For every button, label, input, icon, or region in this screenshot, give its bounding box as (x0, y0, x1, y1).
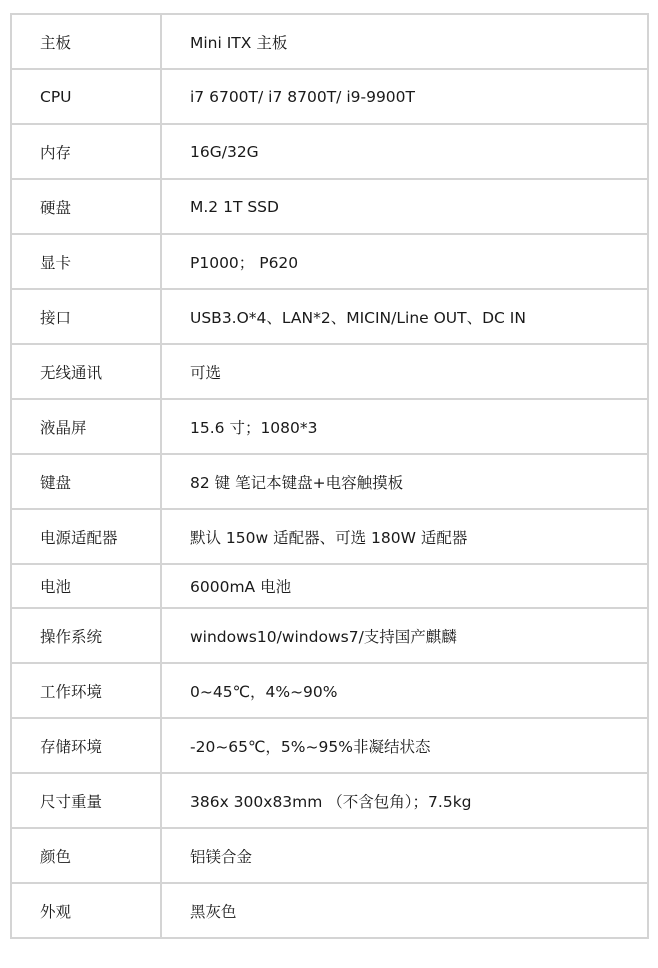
row-label: 操作系统 (11, 608, 161, 663)
row-label: 外观 (11, 883, 161, 938)
row-label: 主板 (11, 14, 161, 69)
table-row (11, 663, 648, 718)
row-label: 电池 (11, 564, 161, 608)
row-value: 82 键 笔记本键盘+电容触摸板 (161, 454, 648, 509)
row-label: 键盘 (11, 454, 161, 509)
row-value: windows10/windows7/支持国产麒麟 (161, 608, 648, 663)
row-value: i7 6700T/ i7 8700T/ i9-9900T (161, 69, 648, 124)
row-value: 386x 300x83mm （不含包角）；7.5kg (161, 773, 648, 828)
table-row (11, 564, 648, 608)
table-row (11, 14, 648, 69)
row-value: Mini ITX 主板 (161, 14, 648, 69)
row-label: 尺寸重量 (11, 773, 161, 828)
row-label: 电源适配器 (11, 509, 161, 564)
table-row (11, 69, 648, 124)
row-label: 显卡 (11, 234, 161, 289)
table-row (11, 454, 648, 509)
row-label: 液晶屏 (11, 399, 161, 454)
table-row (11, 124, 648, 179)
row-value: 黑灰色 (161, 883, 648, 938)
row-value: USB3.O*4、LAN*2、MICIN/Line OUT、DC IN (161, 289, 648, 344)
spec-table (10, 13, 649, 939)
table-row (11, 608, 648, 663)
table-row (11, 399, 648, 454)
row-label: 内存 (11, 124, 161, 179)
row-value: 16G/32G (161, 124, 648, 179)
table-row (11, 718, 648, 773)
row-label: 颜色 (11, 828, 161, 883)
row-value: P1000； P620 (161, 234, 648, 289)
table-row (11, 773, 648, 828)
table-row (11, 234, 648, 289)
row-value: 6000mA 电池 (161, 564, 648, 608)
table-row (11, 828, 648, 883)
table-row (11, 883, 648, 938)
row-value: 15.6 寸；1080*3 (161, 399, 648, 454)
row-label: 工作环境 (11, 663, 161, 718)
table-row (11, 179, 648, 234)
row-label: 无线通讯 (11, 344, 161, 399)
row-label: 存储环境 (11, 718, 161, 773)
table-row (11, 509, 648, 564)
row-value: -20~65℃，5%~95%非凝结状态 (161, 718, 648, 773)
row-label: 接口 (11, 289, 161, 344)
table-row (11, 289, 648, 344)
row-label: CPU (11, 69, 161, 124)
row-value: 默认 150w 适配器、可选 180W 适配器 (161, 509, 648, 564)
row-label: 硬盘 (11, 179, 161, 234)
row-value: M.2 1T SSD (161, 179, 648, 234)
row-value: 铝镁合金 (161, 828, 648, 883)
table-row (11, 344, 648, 399)
row-value: 可选 (161, 344, 648, 399)
row-value: 0~45℃，4%~90% (161, 663, 648, 718)
